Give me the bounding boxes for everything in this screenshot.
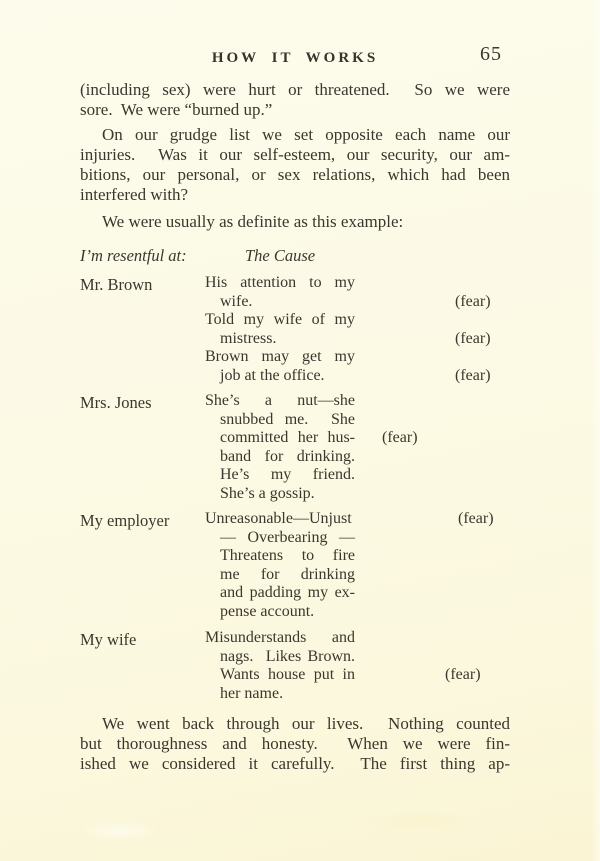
- paragraph-grudge-list: [80, 125, 510, 205]
- row-name: Mrs. Jones: [80, 393, 152, 412]
- table-row-mr-brown: [80, 274, 510, 385]
- text-line: sore. We were “burned up.”: [80, 100, 273, 119]
- table-row-my-employer: [80, 510, 510, 621]
- cause-line: [220, 666, 481, 685]
- cause-line: [220, 584, 355, 603]
- fear-label: (fear): [455, 329, 491, 347]
- cause-text: Unreasonable—Unjust: [205, 510, 352, 527]
- table-row-my-wife: [80, 629, 510, 703]
- row-name: My wife: [80, 630, 137, 649]
- cause-text: Misunderstands and: [205, 629, 355, 646]
- cause-line: [205, 311, 355, 330]
- cause-line: [205, 510, 494, 529]
- cause-lines: [205, 392, 418, 503]
- cause-line: [205, 629, 355, 648]
- cause-line: [205, 348, 355, 367]
- text-line: On our grudge list we set opposite each name our: [102, 125, 510, 144]
- fear-label: (fear): [458, 510, 494, 527]
- grudge-table: [80, 246, 510, 703]
- table-row-mrs-jones: [80, 392, 510, 503]
- cause-line: [220, 603, 355, 622]
- fear-label: (fear): [455, 292, 491, 310]
- cause-line: [220, 429, 418, 448]
- text-line: bitions, our personal, or sex relations, which had been: [80, 165, 510, 184]
- cause-text: His attention to my: [205, 274, 355, 291]
- text-line: ished we considered it carefully. The first thing ap-: [80, 754, 510, 773]
- row-name: My employer: [80, 511, 170, 530]
- fear-label: (fear): [455, 366, 491, 384]
- cause-text: She’s a nut—she: [205, 392, 355, 409]
- cause-text: Brown may get my: [205, 348, 355, 365]
- paragraph-continued: [80, 80, 510, 120]
- cause-line: [220, 648, 355, 667]
- cause-lines: [205, 274, 491, 385]
- text-line: interfered with?: [80, 185, 189, 204]
- cause-line: [220, 485, 355, 504]
- cause-text: me for drinking: [220, 565, 355, 583]
- cause-text: She’s a gossip.: [220, 484, 315, 502]
- cause-text: He’s my friend.: [220, 466, 355, 483]
- cause-lines: [205, 629, 481, 703]
- row-name: Mr. Brown: [80, 275, 153, 294]
- text-line: We were usually as definite as this example:: [102, 212, 404, 231]
- table-header-the-cause: The Cause: [245, 246, 316, 265]
- cause-text: — Overbearing —: [220, 528, 355, 546]
- text-line: (including sex) were hurt or threatened. So we were: [80, 80, 510, 99]
- cause-line: [220, 292, 491, 312]
- cause-line: [220, 547, 355, 566]
- cause-line: [220, 529, 355, 548]
- table-header-row: [80, 246, 510, 265]
- paragraph-closing: [80, 714, 510, 774]
- table-header-resentful-at: I’m resentful at:: [80, 246, 187, 265]
- cause-text: pense account.: [220, 602, 315, 620]
- cause-text: mistress.: [220, 329, 277, 347]
- cause-line: [220, 366, 491, 386]
- text-line: We went back through our lives. Nothing counted: [102, 714, 510, 733]
- cause-text: snubbed me. She: [220, 410, 355, 428]
- cause-line: [220, 566, 355, 585]
- cause-text: Threatens to fire: [220, 547, 355, 564]
- cause-text: band for drinking.: [220, 447, 355, 465]
- text-line: but thoroughness and honesty. When we were fin-: [80, 734, 510, 753]
- cause-line: [220, 466, 355, 485]
- cause-line: [220, 329, 491, 349]
- cause-line: [205, 274, 355, 293]
- cause-text: her name.: [220, 684, 284, 702]
- cause-text: and padding my ex-: [220, 584, 355, 601]
- cause-text: Told my wife of my: [205, 311, 355, 328]
- text-line: injuries. Was it our self-esteem, our security, our am-: [80, 145, 510, 164]
- running-head-title: HOW IT WORKS: [211, 50, 379, 66]
- cause-text: job at the office.: [220, 366, 325, 384]
- cause-lines: [205, 510, 494, 621]
- cause-text: committed her hus-: [220, 429, 355, 446]
- fear-label: (fear): [445, 666, 481, 683]
- cause-text: wife.: [220, 292, 253, 310]
- cause-line: [205, 392, 355, 411]
- cause-text: nags. Likes Brown.: [220, 647, 355, 665]
- cause-line: [220, 411, 355, 430]
- fear-label: (fear): [382, 429, 418, 446]
- paragraph-example-intro: [80, 212, 510, 232]
- page-number: 65: [480, 43, 502, 65]
- cause-text: Wants house put in: [220, 666, 355, 683]
- cause-line: [220, 685, 355, 704]
- cause-line: [220, 448, 355, 467]
- running-head: [80, 43, 510, 72]
